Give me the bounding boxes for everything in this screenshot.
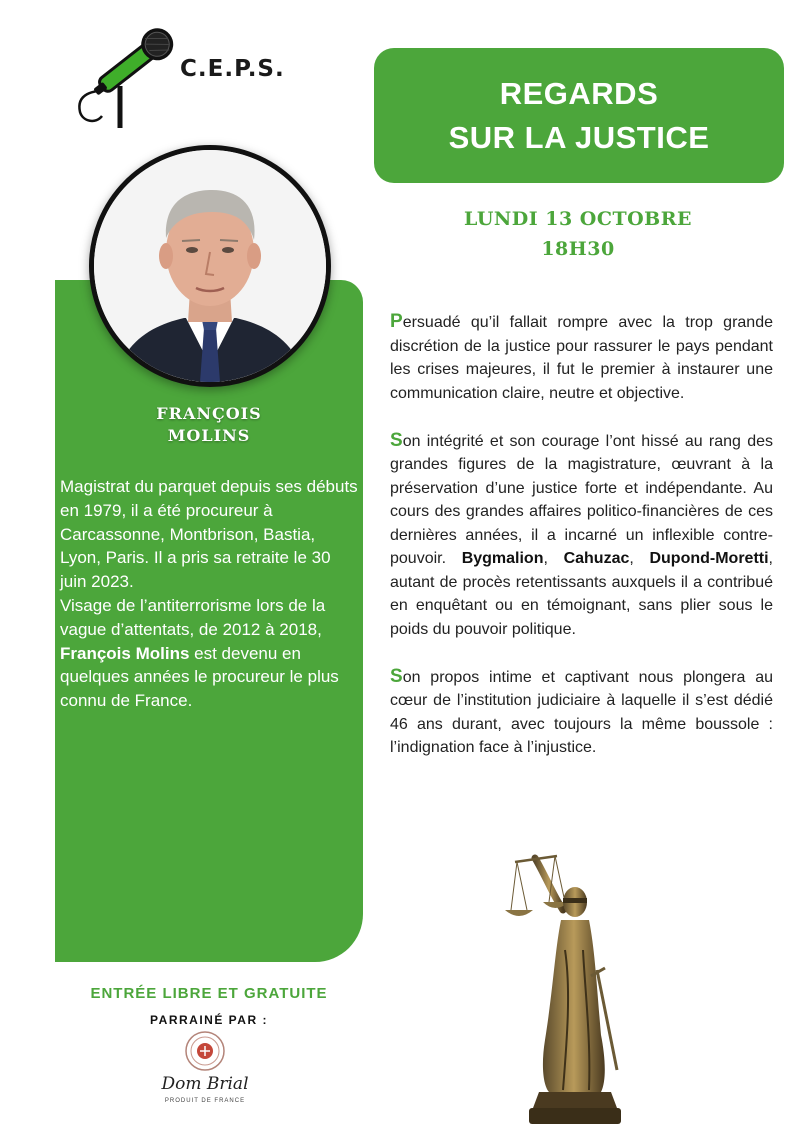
event-description: [390, 310, 773, 783]
separator: ,: [629, 550, 650, 567]
case-name: Dupond-Moretti: [649, 550, 769, 567]
event-time: 18H30: [541, 238, 615, 260]
bio-paragraph-1: Magistrat du parquet depuis ses débuts en 1979, il a été procureur à Carcassonne, Montbrison, Bastia, Lyon, Paris. Il a pris sa retraite le 30 juin 2023.: [60, 477, 358, 592]
bio-paragraph-2: [60, 594, 358, 713]
sponsor-logo: Dom Brial: [161, 1074, 249, 1094]
person-photo-icon: [94, 150, 326, 382]
description-paragraph-2: [390, 429, 773, 642]
event-title-line-2: SUR LA JUSTICE: [448, 119, 710, 155]
case-name: Bygmalion: [461, 550, 544, 567]
case-name: Cahuzac: [563, 550, 630, 567]
brand-name: C.E.P.S.: [180, 56, 285, 82]
free-entry-label: ENTRÉE LIBRE ET GRATUITE: [90, 985, 328, 1002]
event-title-line-1: REGARDS: [499, 75, 659, 111]
event-date: LUNDI 13 OCTOBRE: [464, 208, 692, 230]
bio-highlight-name: François Molins: [60, 643, 190, 663]
sponsor-label: PARRAINÉ PAR :: [150, 1013, 268, 1027]
drop-cap: S: [390, 665, 403, 687]
drop-cap: P: [390, 311, 403, 332]
separator: ,: [543, 550, 564, 567]
description-paragraph-3: [390, 665, 773, 760]
speaker-portrait: [89, 145, 331, 387]
description-paragraph-1: [390, 310, 773, 405]
event-title-banner: [374, 48, 784, 183]
paragraph-text: on propos intime et captivant nous plongera au cœur de l’institution judiciaire à laquelle il s’est dédié 46 ans durant, avec toujours la même boussole : l’indignation face à l’injustice.: [390, 668, 773, 756]
drop-cap: S: [390, 429, 403, 451]
paragraph-text: , autant de procès retentissants auxquels il a contribué en enquêtant ou en témoignant, sans plier sous le poids du pouvoir politique.: [390, 550, 773, 638]
bio-text: Visage de l’antiterrorisme lors de la vague d’attentats, de 2012 à 2018,: [60, 595, 326, 639]
speaker-last-name: MOLINS: [167, 426, 251, 445]
bio-text: est devenu en quelques années le procureur le plus connu de France.: [60, 643, 339, 711]
paragraph-text: ersuadé qu’il fallait rompre avec la trop grande discrétion de la justice pour rassurer le pays pendant les crises majeures, il fut le premier à instaurer une communication claire, neutre et objective.: [390, 314, 773, 402]
speaker-first-name: FRANÇOIS: [156, 404, 262, 423]
speaker-bio: [60, 475, 358, 713]
sponsor-subtitle: PRODUIT DE FRANCE: [164, 1098, 246, 1104]
microphone-icon: [72, 24, 182, 132]
speaker-name: [55, 403, 363, 447]
lady-justice-statue-icon: [505, 840, 640, 1130]
paragraph-text: on intégrité et son courage l’ont hissé au rang des grandes figures de la magistrature, œuvrant à la préservation d’une justice forte et indépendante. Au cours des grandes affaires politico-financières de ces dernières années, il a incarné un inflexible contre-pouvoir.: [390, 432, 773, 567]
event-datetime: [378, 204, 778, 264]
sponsor-seal-icon: [184, 1030, 226, 1072]
